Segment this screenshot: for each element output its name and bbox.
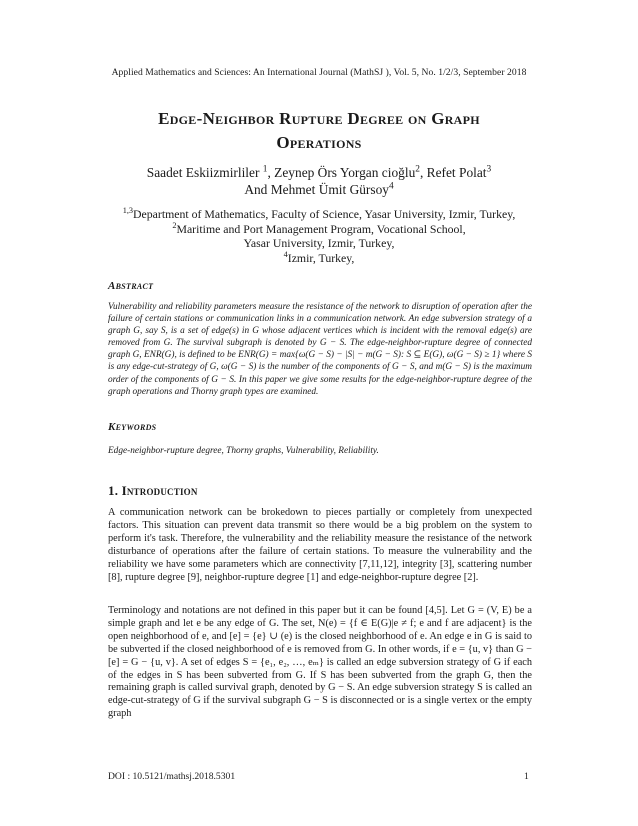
affil-text: Izmir, Turkey, — [287, 250, 355, 265]
author-affil-mark: 1 — [262, 164, 268, 175]
abstract-text: Vulnerability and reliability parameters measure the resistance of the network to disruption of operation after the failure of certain stations or communication links in a communication network. An edge subversion strategy of a graph G, say S, is a set of edge(s) in G whose adjacent vertices which is incident with the removal edge(s) are removed from G. The survival subgraph is denoted by G − S. The edge-neighbor-rupture degree of connected graph G, ENR(G), is defined to be ENR(G) = max{ω(G − S) − |S| − m(G − S): S ⊆ E(G), ω(G − S) ≥ 1} where S is any edge-cut-strategy of G, ω(G − S) is the number of the components of G − S, and m(G − S) is the maximum order of the components of G − S. In this paper we give some results for the edge-neighbor-rupture degree of the graph operations and Thorny graph types are examined. — [108, 302, 532, 397]
author-line-2 — [40, 181, 598, 198]
author-name: And Mehmet Ümit Gürsoy — [244, 182, 389, 197]
author-name: Saadet Eskiizmirliler — [146, 165, 260, 180]
affiliation-line — [40, 207, 598, 222]
abstract-heading: Abstract — [108, 280, 154, 292]
affiliations — [40, 207, 598, 265]
paper-title — [60, 107, 578, 155]
author-affil-mark: 2 — [415, 164, 420, 175]
author-name: , Refet Polat — [419, 165, 487, 180]
author-line-1 — [40, 164, 598, 181]
title-line-1: Edge-Neighbor Rupture Degree on Graph — [158, 109, 480, 128]
page-number: 1 — [524, 771, 529, 782]
affil-mark: 1,3 — [122, 206, 133, 216]
introduction-heading: 1. Introduction — [108, 483, 198, 498]
doi-footer: DOI : 10.5121/mathsj.2018.5301 — [108, 771, 236, 782]
author-name: , Zeynep Örs Yorgan cioğlu — [267, 165, 416, 180]
intro-paragraph-1: A communication network can be brokedown to pieces partially or completely from unexpected factors. This situation can prevent data transmit so there would be a big problem on the system to perform it's task. Therefore, the vulnerability and the reliability measure the resistance of the network disturbance of operations after the failure of certain stations. To measure the vulnerability and the reliability we have some parameters which are connectivity [7,11,12], integrity [3], scattering number [8], rupture degree [9], neighbor-rupture degree [1] and edge-neighbor-rupture degree [2]. — [108, 507, 532, 583]
affil-mark: 4 — [283, 249, 288, 259]
title-line-2: Operations — [276, 133, 362, 152]
author-list — [40, 164, 598, 198]
affiliation-line — [40, 222, 598, 237]
intro-paragraph-2: Terminology and notations are not defined in this paper but it can be found [4,5]. Let G = (V, E) be a simple graph and let e be any edge of G. The set, N(e) = {f ∈ E(G)|e ≠ f; e and f are adjacent} is the open neighborhood of e, and [e] = {e} ∪ (e) is the closed neighborhood of e. An edge e in G is said to be subverted if the closed neighborhood of e is removed from G. In other words, if e = {u, v} than G − [e] = G − {u, v}. A set of edges S = {e₁, e₂, …, eₘ} is called an edge subversion strategy of G if each of the edges in S has been subverted from G. If S has been subverted from the graph G, then the remaining graph is called survival graph, denoted by G − S. An edge subversion strategy S is called an edge-cut-strategy of G if the survival subgraph G − S is disconnected or is a single vertex or the empty graph — [108, 605, 532, 720]
affil-mark: 2 — [172, 220, 177, 230]
affil-text: Department of Mathematics, Faculty of Science, Yasar University, Izmir, Turkey, — [133, 207, 516, 221]
affil-text: Maritime and Port Management Program, Vocational School, — [176, 221, 466, 236]
keywords-text: Edge-neighbor-rupture degree, Thorny graphs, Vulnerability, Reliability. — [108, 446, 379, 456]
affiliation-line — [40, 251, 598, 266]
author-affil-mark: 3 — [486, 164, 492, 175]
keywords-heading: Keywords — [108, 421, 157, 433]
author-affil-mark: 4 — [389, 181, 394, 192]
running-header: Applied Mathematics and Sciences: An International Journal (MathSJ ), Vol. 5, No. 1/2/3, September 2018 — [111, 67, 527, 78]
affiliation-line: Yasar University, Izmir, Turkey, — [243, 236, 395, 250]
